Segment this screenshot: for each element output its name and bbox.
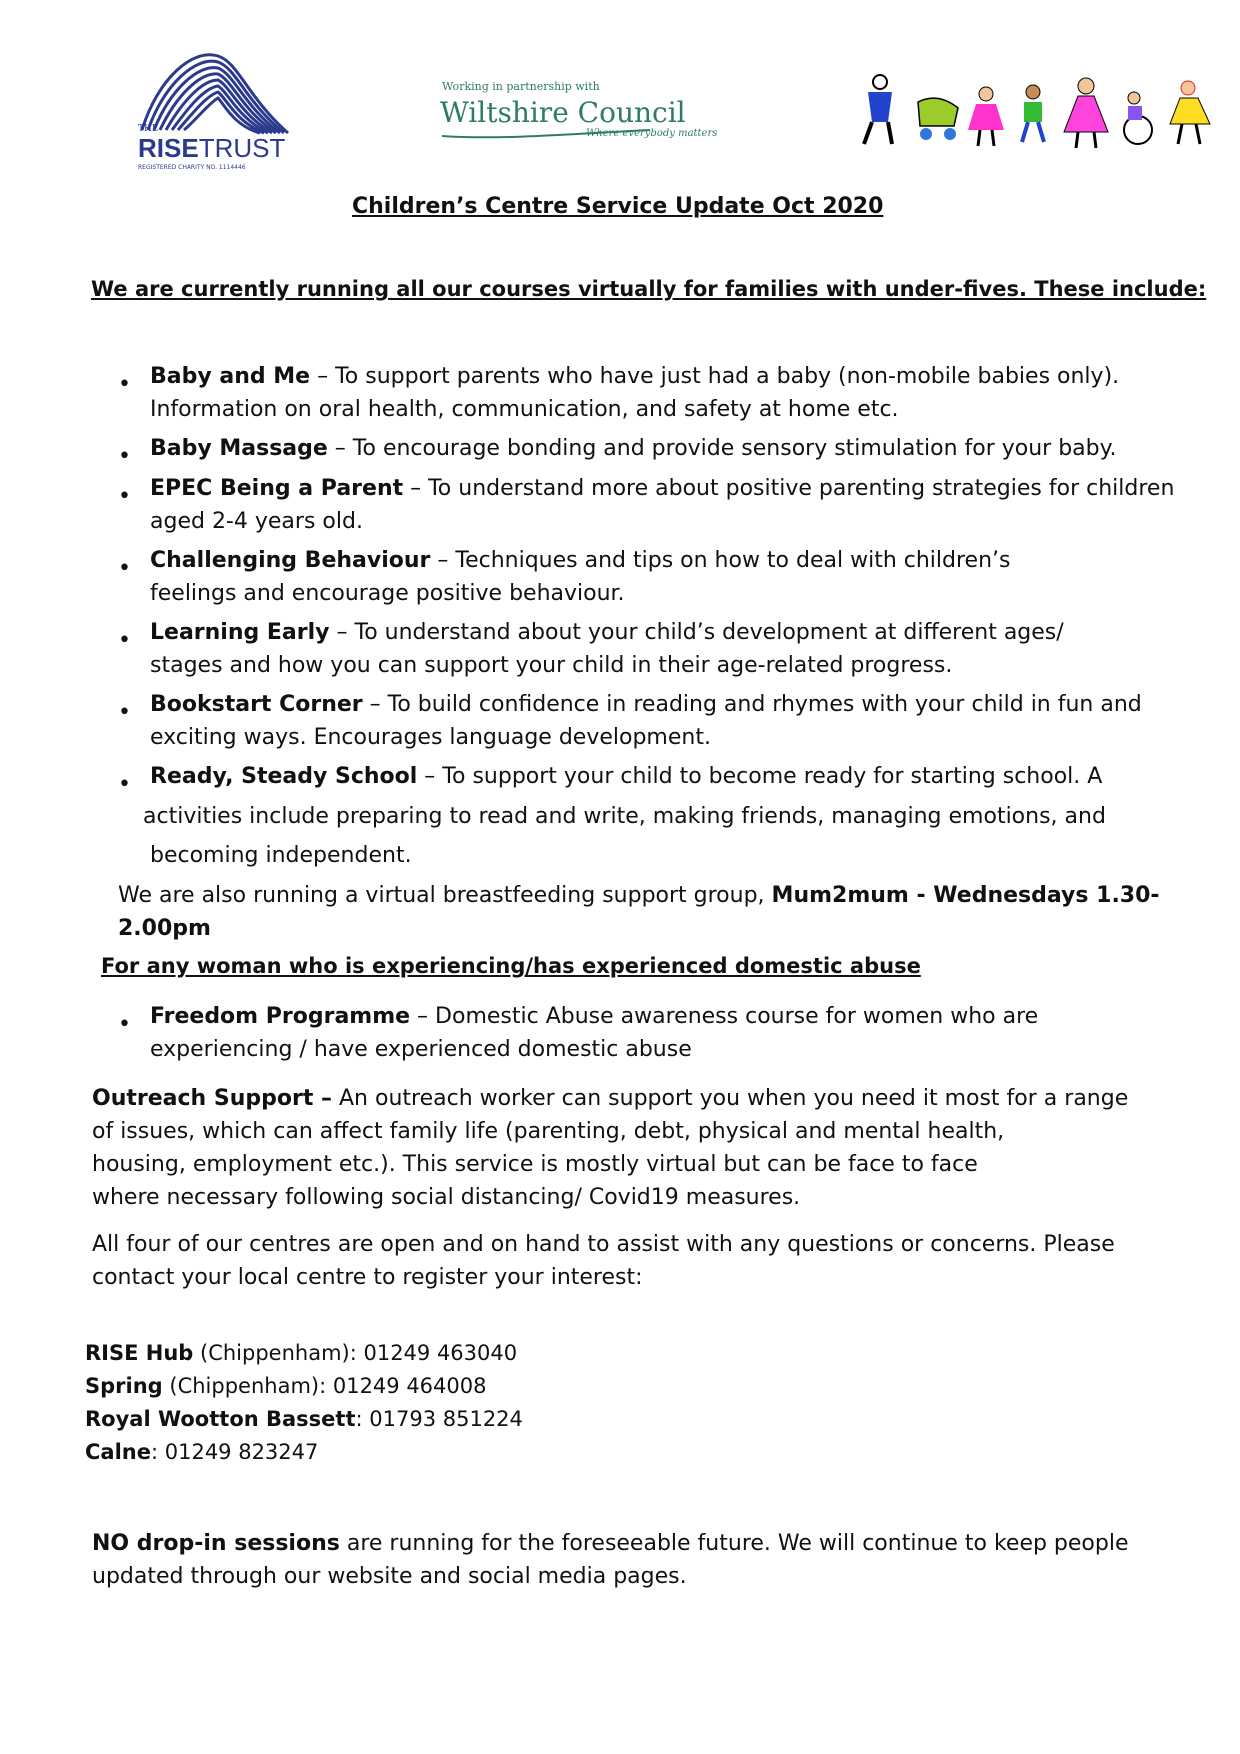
bullet-icon: • <box>118 372 131 397</box>
course-name: Baby Massage <box>150 436 328 461</box>
list-item <box>150 434 1117 464</box>
course-description-continued: feelings and encourage positive behaviour. <box>150 581 625 606</box>
course-name: Ready, Steady School <box>150 764 418 789</box>
bullet-icon: • <box>118 700 131 725</box>
list-item <box>150 362 1119 392</box>
centre-contact <box>85 1404 523 1434</box>
outreach-line: housing, employment etc.). This service is mostly virtual but can be face to face <box>92 1152 978 1177</box>
course-description-continued: stages and how you can support your child in their age-related progress. <box>150 653 953 678</box>
dropin-notice <box>92 1529 1129 1559</box>
centre-name: Royal Wootton Bassett <box>85 1407 356 1431</box>
course-name: Bookstart Corner <box>150 692 363 717</box>
centres-intro-continued: contact your local centre to register your interest: <box>92 1265 643 1290</box>
bullet-icon: • <box>118 628 131 653</box>
bullet-icon: • <box>118 444 131 469</box>
children-illustration <box>858 72 1218 152</box>
centre-name: Spring <box>85 1374 163 1398</box>
breastfeeding-text <box>118 881 1160 911</box>
course-description-continued: exciting ways. Encourages language development. <box>150 725 711 750</box>
outreach-title: Outreach Support – <box>92 1086 333 1111</box>
centre-name: Calne <box>85 1440 151 1464</box>
course-name: EPEC Being a Parent <box>150 476 404 501</box>
centre-phone: (Chippenham): 01249 464008 <box>162 1374 487 1398</box>
outreach-line <box>92 1084 1128 1114</box>
freedom-programme-name: Freedom Programme <box>150 1004 411 1029</box>
wiltshire-partnership-text: Working in partnership with <box>442 80 600 93</box>
intro-heading: We are currently running all our courses virtually for families with under-fives. These include: <box>91 277 1207 301</box>
page-title: Children’s Centre Service Update Oct 2020 <box>352 194 884 219</box>
centre-name: RISE Hub <box>85 1341 194 1365</box>
centre-phone: : 01249 823247 <box>150 1440 319 1464</box>
wiltshire-tagline: Where everybody matters <box>586 128 718 139</box>
course-description-continued: Information on oral health, communication, and safety at home etc. <box>150 397 899 422</box>
rise-the-label: THE <box>138 124 159 134</box>
dropin-notice-continued: updated through our website and social media pages. <box>92 1564 687 1589</box>
list-item <box>150 1002 1038 1032</box>
rise-trust-logo <box>138 48 298 174</box>
outreach-line: of issues, which can affect family life (parenting, debt, physical and mental health, <box>92 1119 1005 1144</box>
breastfeeding-session: Mum2mum - Wednesdays 1.30- <box>771 883 1160 908</box>
outreach-line: where necessary following social distancing/ Covid19 measures. <box>92 1185 801 1210</box>
wiltshire-council-logo <box>440 80 760 144</box>
bullet-icon: • <box>118 484 131 509</box>
breastfeeding-intro: We are also running a virtual breastfeeding support group, <box>118 883 772 908</box>
dropin-text: are running for the foreseeable future. We will continue to keep people <box>339 1531 1129 1556</box>
rise-charity-number: REGISTERED CHARITY NO. 1114446 <box>138 164 246 171</box>
course-description: – To support parents who have just had a baby (non-mobile babies only). <box>310 364 1120 389</box>
rise-name-bold: RISE <box>138 133 199 163</box>
centre-contact <box>85 1338 517 1368</box>
course-description: – To build confidence in reading and rhymes with your child in fun and <box>362 692 1142 717</box>
course-description: – Techniques and tips on how to deal with children’s <box>430 548 1011 573</box>
centre-contact <box>85 1437 318 1467</box>
centre-phone: : 01793 851224 <box>355 1407 523 1431</box>
centre-contact <box>85 1371 487 1401</box>
course-name: Learning Early <box>150 620 330 645</box>
list-item <box>150 546 1011 576</box>
course-description: – To support your child to become ready for starting school. A <box>417 764 1103 789</box>
freedom-programme-description: – Domestic Abuse awareness course for women who are <box>410 1004 1039 1029</box>
course-description: – To encourage bonding and provide sensory stimulation for your baby. <box>327 436 1117 461</box>
rise-name-rest: TRUST <box>198 133 286 163</box>
course-description-continued: becoming independent. <box>150 843 412 868</box>
bullet-icon: • <box>118 772 131 797</box>
list-item <box>150 474 1174 504</box>
list-item <box>150 618 1064 648</box>
domestic-abuse-heading: For any woman who is experiencing/has experienced domestic abuse <box>101 954 921 978</box>
wiltshire-council-name: Wiltshire Council <box>440 96 686 129</box>
list-item <box>150 690 1142 720</box>
list-item <box>150 762 1102 792</box>
course-description: – To understand more about positive parenting strategies for children <box>403 476 1175 501</box>
breastfeeding-session-time: 2.00pm <box>118 916 211 941</box>
dropin-bold: NO drop-in sessions <box>92 1531 340 1556</box>
course-description-continued: activities include preparing to read and write, making friends, managing emotions, and <box>143 804 1106 829</box>
centres-intro: All four of our centres are open and on hand to assist with any questions or concerns. Please <box>92 1232 1115 1257</box>
centre-phone: (Chippenham): 01249 463040 <box>193 1341 518 1365</box>
children-playing-icon <box>858 72 1218 152</box>
outreach-text: An outreach worker can support you when you need it most for a range <box>332 1086 1129 1111</box>
course-description-continued: aged 2-4 years old. <box>150 509 363 534</box>
course-name: Baby and Me <box>150 364 311 389</box>
freedom-programme-description-continued: experiencing / have experienced domestic abuse <box>150 1037 692 1062</box>
course-name: Challenging Behaviour <box>150 548 431 573</box>
course-description: – To understand about your child’s development at different ages/ <box>329 620 1064 645</box>
bullet-icon: • <box>118 556 131 581</box>
bullet-icon: • <box>118 1012 131 1037</box>
